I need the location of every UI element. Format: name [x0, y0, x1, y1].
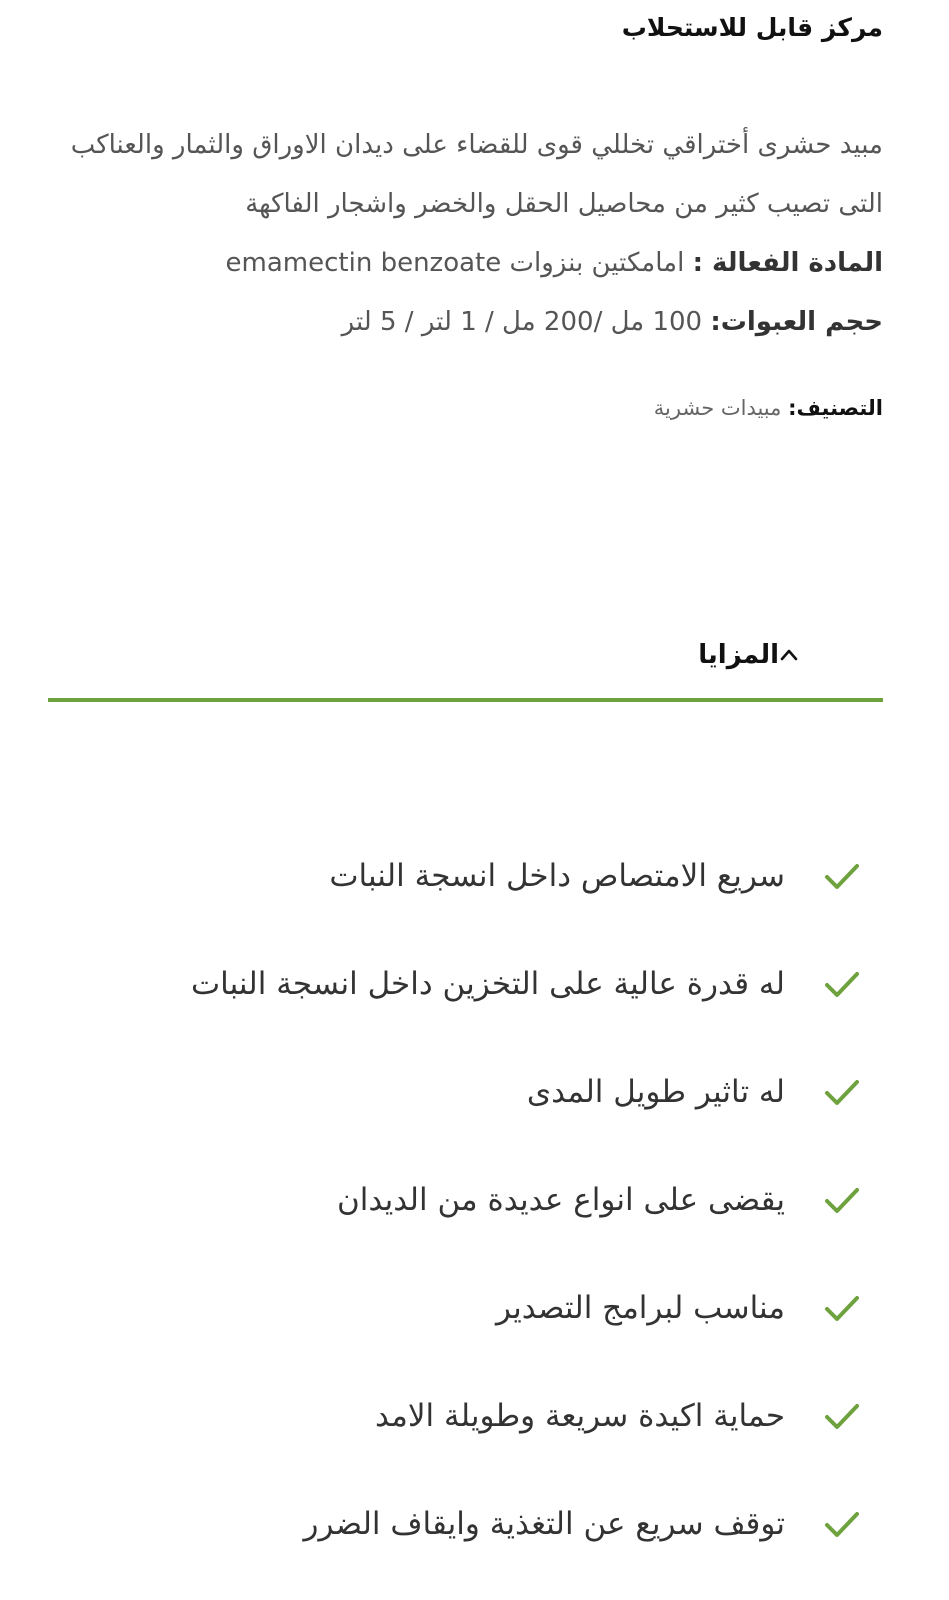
category-value[interactable]: مبيدات حشرية	[653, 396, 782, 420]
pack-sizes-label: حجم العبوات:	[710, 307, 883, 337]
check-icon	[819, 853, 865, 899]
active-ingredient-value: امامكتين بنزوات emamectin benzoate	[225, 248, 685, 278]
benefit-text: مناسب لبرامج التصدير	[496, 1290, 785, 1326]
benefit-text: سريع الامتصاص داخل انسجة النبات	[329, 858, 785, 894]
benefits-list	[48, 822, 883, 1578]
check-icon	[819, 1501, 865, 1547]
check-icon	[819, 961, 865, 1007]
list-item	[48, 930, 883, 1038]
pack-sizes-row	[43, 293, 883, 352]
benefits-accordion-toggle[interactable]	[48, 612, 883, 702]
accordion-header-content	[680, 640, 799, 670]
check-icon	[819, 1285, 865, 1331]
list-item	[48, 1362, 883, 1470]
formulation-heading: مركز قابل للاستحلاب	[621, 13, 883, 42]
check-icon	[819, 1177, 865, 1223]
benefit-text: يقضى على انواع عديدة من الديدان	[337, 1182, 785, 1218]
check-icon	[819, 1393, 865, 1439]
accordion-title: المزايا	[698, 640, 779, 670]
description-text: مبيد حشرى أختراقي تخللي قوى للقضاء على ديدان الاوراق والثمار والعناكب التى تصيب كثير من محاصيل الحقل والخضر واشجار الفاكهة	[70, 130, 883, 219]
list-item	[48, 1146, 883, 1254]
product-description	[43, 116, 883, 352]
list-item	[48, 1038, 883, 1146]
chevron-up-icon	[779, 645, 799, 665]
list-item	[48, 1470, 883, 1578]
active-ingredient-row	[43, 234, 883, 293]
benefit-text: له تاثير طويل المدى	[526, 1074, 785, 1110]
category-label: التصنيف:	[788, 396, 883, 420]
list-item	[48, 1254, 883, 1362]
active-ingredient-label: المادة الفعالة :	[692, 248, 883, 278]
pack-sizes-value: 100 مل /200 مل / 1 لتر / 5 لتر	[341, 307, 703, 337]
benefit-text: توقف سريع عن التغذية وايقاف الضرر	[303, 1506, 785, 1542]
list-item	[48, 822, 883, 930]
check-icon	[819, 1069, 865, 1115]
benefit-text: حماية اكيدة سريعة وطويلة الامد	[374, 1398, 785, 1434]
category-row	[43, 388, 883, 428]
benefit-text: له قدرة عالية على التخزين داخل انسجة النبات	[190, 966, 785, 1002]
